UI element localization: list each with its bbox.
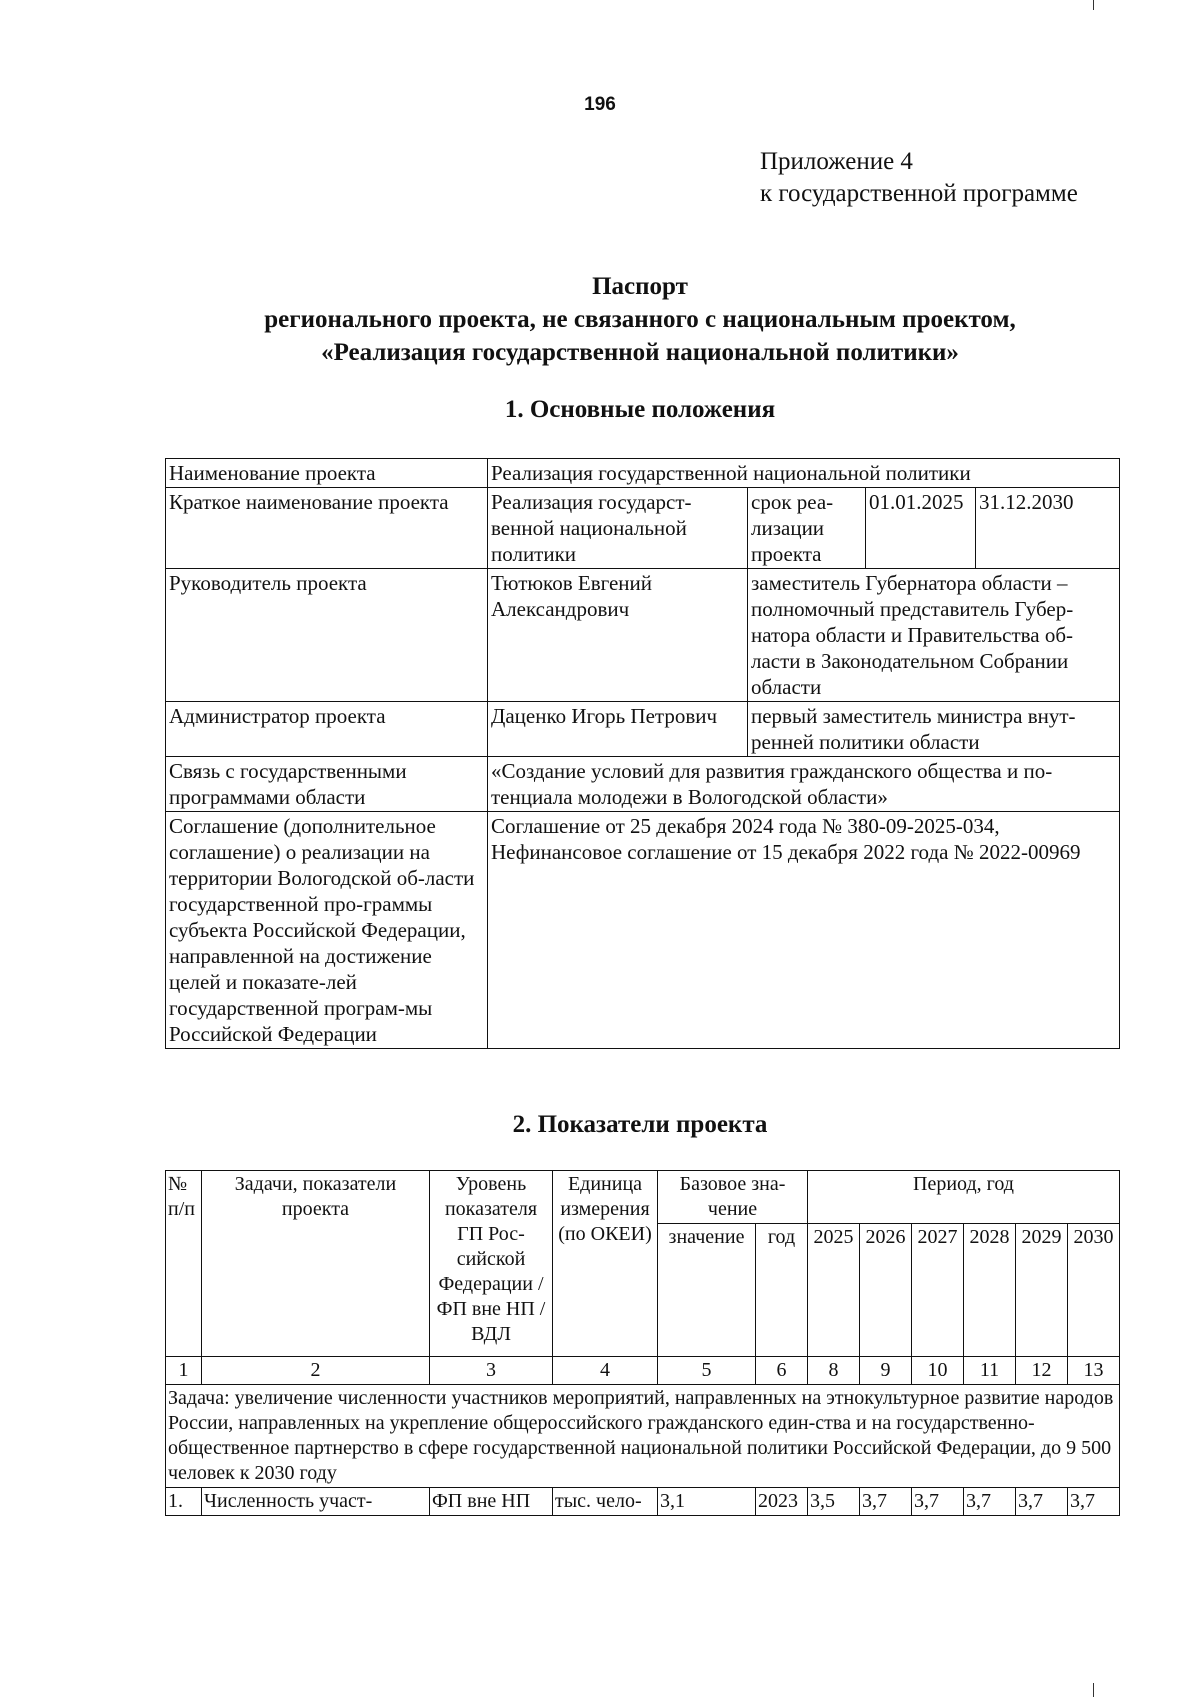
col-number: 13 [1068,1357,1120,1385]
base-value: 3,1 [658,1488,756,1516]
year-header-2029: 2029 [1016,1224,1068,1357]
title-line-1: Паспорт [592,273,688,300]
program-link-label: Связь с государственными программами области [166,757,488,812]
program-link-value: «Создание условий для развития гражданского общества и по-тенциала молодежи в Вологодской области» [488,757,1120,812]
col-number: 12 [1016,1357,1068,1385]
document-title [150,270,1130,369]
edge-mark-bottom [1093,1683,1094,1697]
year-header-2027: 2027 [912,1224,964,1357]
value-2027: 3,7 [912,1488,964,1516]
agreement-value: Соглашение от 25 декабря 2024 года № 380-09-2025-034, Нефинансовое соглашение от 15 декабря 2022 года № 2022-00969 [488,812,1120,1049]
col-num-header: № п/п [166,1171,202,1357]
appendix-note [760,146,1078,210]
table-row [166,812,1120,1049]
appendix-line-1: Приложение 4 [760,148,913,175]
year-header-2026: 2026 [860,1224,912,1357]
value-2028: 3,7 [964,1488,1016,1516]
year-header-2028: 2028 [964,1224,1016,1357]
end-date: 31.12.2030 [976,488,1120,569]
short-name-label: Краткое наименование проекта [166,488,488,569]
project-name-value: Реализация государственной национальной политики [488,459,1120,488]
value-2030: 3,7 [1068,1488,1120,1516]
base-year: 2023 [756,1488,808,1516]
task-description: Задача: увеличение численности участников мероприятий, направленных на этнокультурное развитие народов России, направленных на укрепление общероссийского гражданского един-ства и на государственно-общественное партнерство в сфере государственной национальной политики Российской Федерации, до 9 500 человек к 2030 году [166,1385,1120,1488]
col-number: 5 [658,1357,756,1385]
start-date: 01.01.2025 [866,488,976,569]
title-line-2: регионального проекта, не связанного с национальным проектом, [264,306,1016,333]
appendix-line-2: к государственной программе [760,180,1078,207]
section-1-title: 1. Основные положения [504,396,776,423]
head-name: Тютюков Евгений Александрович [488,569,748,702]
value-2026: 3,7 [860,1488,912,1516]
value-2029: 3,7 [1016,1488,1068,1516]
col-number: 11 [964,1357,1016,1385]
table-row [166,459,1120,488]
col-number: 8 [808,1357,860,1385]
col-period-header: Период, год [808,1171,1120,1224]
base-value-header: значение [658,1224,756,1357]
project-name-label: Наименование проекта [166,459,488,488]
head-position: заместитель Губернатора области – полномочный представитель Губер-натора области и Правительства об-ласти в Законодательном Собрании области [748,569,1120,702]
col-number: 9 [860,1357,912,1385]
title-line-3: «Реализация государственной национальной политики» [321,339,959,366]
admin-position: первый заместитель министра внут-ренней политики области [748,702,1120,757]
indicator-unit: тыс. чело- [553,1488,658,1516]
table-row [166,569,1120,702]
agreement-label: Соглашение (дополнительное соглашение) о реализации на территории Вологодской об-ласти государственной про-граммы субъекта Российской Федерации, направленной на достижение целей и показате-лей государственной програм-мы Российской Федерации [166,812,488,1049]
main-provisions-table [165,458,1120,1049]
col-number: 6 [756,1357,808,1385]
col-number: 3 [430,1357,553,1385]
indicators-table [165,1170,1120,1516]
term-label: срок реа-лизации проекта [748,488,866,569]
col-number: 4 [553,1357,658,1385]
edge-mark-top [1093,0,1094,10]
year-header-2025: 2025 [808,1224,860,1357]
indicator-level: ФП вне НП [430,1488,553,1516]
admin-name: Даценко Игорь Петрович [488,702,748,757]
table-row [166,1488,1120,1516]
col-unit-header: Единица измерения (по ОКЕИ) [553,1171,658,1357]
table-row [166,757,1120,812]
col-number: 2 [202,1357,430,1385]
admin-label: Администратор проекта [166,702,488,757]
col-number: 10 [912,1357,964,1385]
table-row [166,488,1120,569]
table-row [166,702,1120,757]
head-label: Руководитель проекта [166,569,488,702]
base-year-header: год [756,1224,808,1357]
header-row [166,1171,1120,1224]
short-name-value: Реализация государст-венной национальной политики [488,488,748,569]
indicator-name: Численность участ- [202,1488,430,1516]
row-num: 1. [166,1488,202,1516]
value-2025: 3,5 [808,1488,860,1516]
column-number-row [166,1357,1120,1385]
page-number: 196 [584,94,616,115]
task-row [166,1385,1120,1488]
col-level-header: Уровень показателя ГП Рос-сийской Федерации / ФП вне НП / ВДЛ [430,1171,553,1357]
col-number: 1 [166,1357,202,1385]
year-header-2030: 2030 [1068,1224,1120,1357]
col-task-header: Задачи, показатели проекта [202,1171,430,1357]
col-base-header: Базовое зна-чение [658,1171,808,1224]
section-2-title: 2. Показатели проекта [512,1111,768,1138]
